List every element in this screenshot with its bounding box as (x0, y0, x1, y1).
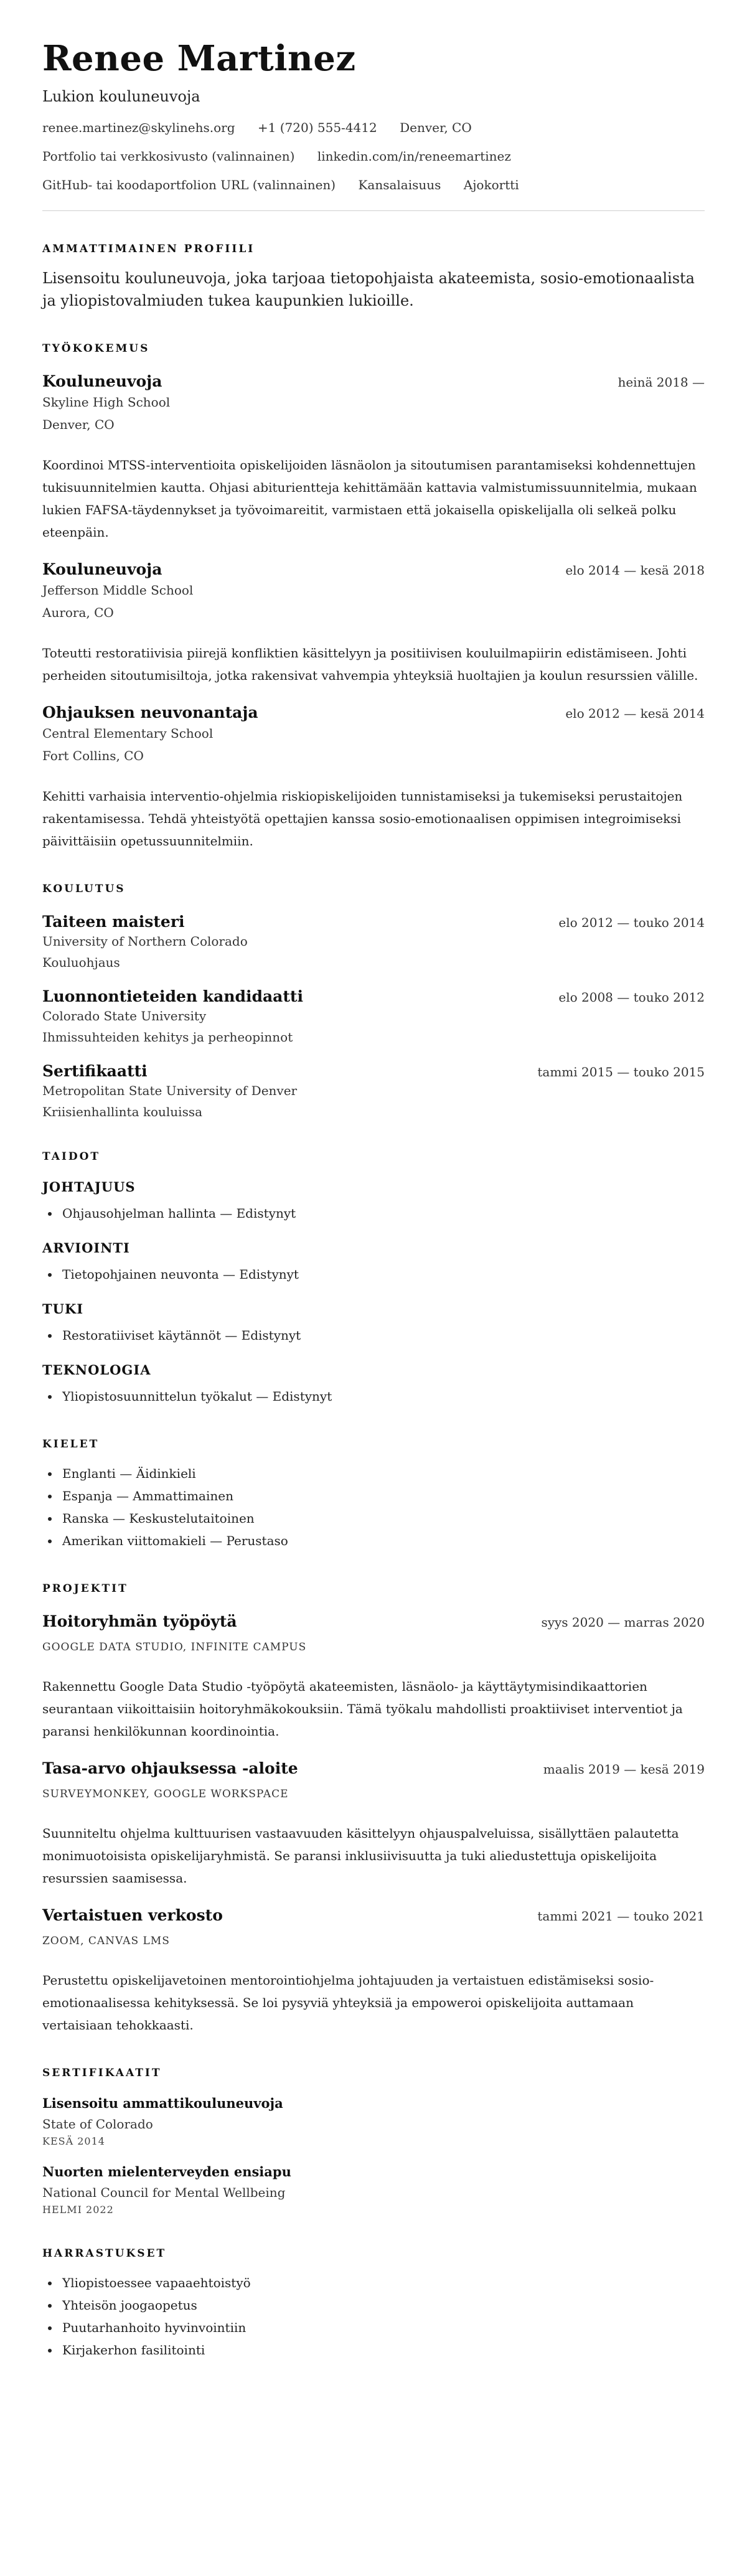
candidate-name: Renee Martinez (42, 38, 356, 79)
job-title: Ohjauksen neuvonantaja (42, 703, 258, 722)
section-certifications (42, 2066, 705, 2217)
project-title: Vertaistuen verkosto (42, 1906, 223, 1924)
project-entry (42, 1906, 705, 2036)
location-text: Denver, CO (400, 120, 472, 135)
degree-title: Sertifikaatti (42, 1062, 148, 1080)
study-field: Kriisienhallinta kouluissa (42, 1104, 203, 1119)
license-text: Ajokortti (463, 177, 519, 192)
experience-entry (42, 372, 705, 543)
study-field: Kouluohjaus (42, 955, 120, 970)
interest-item: • Yliopistoessee vapaaehtoistyö (60, 2272, 705, 2294)
language-item: • Espanja — Ammattimainen (60, 1485, 705, 1507)
project-dates: syys 2020 — marras 2020 (541, 1615, 705, 1630)
portfolio-link[interactable]: Portfolio tai verkkosivusto (valinnainen) (42, 149, 295, 164)
section-projects (42, 1582, 705, 2036)
project-description: Suunniteltu ohjelma kulttuurisen vastaavuuden käsittelyyn ohjauspalveluissa, sisällyttäen palautetta monimuotoisista opiskelijaryhmistä. Se paransi inklusiivisuutta ja tuki aliedustettuja opiskelijoita resurssien saamisessa. (42, 1826, 679, 1886)
skill-item: • Ohjausohjelman hallinta — Edistynyt (60, 1202, 705, 1225)
job-location: Fort Collins, CO (42, 748, 144, 763)
section-skills (42, 1150, 705, 1408)
skill-item: • Yliopistosuunnittelun työkalut — Edistynyt (60, 1385, 705, 1408)
language-item: • Ranska — Keskustelutaitoinen (60, 1507, 705, 1530)
skill-list (42, 1202, 705, 1225)
interest-item: • Kirjakerhon fasilitointi (60, 2339, 705, 2361)
section-title-interests: HARRASTUKSET (42, 2247, 167, 2260)
skill-group-title: TUKI (42, 1301, 84, 1317)
education-entry (42, 987, 705, 1045)
school-name: Metropolitan State University of Denver (42, 1083, 298, 1098)
employer-name: Skyline High School (42, 395, 171, 410)
certification-date: KESÄ 2014 (42, 2135, 105, 2147)
candidate-headline: Lukion kouluneuvoja (42, 88, 200, 105)
interest-item: • Yhteisön joogaopetus (60, 2294, 705, 2316)
project-dates: maalis 2019 — kesä 2019 (543, 1762, 705, 1777)
job-title: Kouluneuvoja (42, 372, 162, 390)
project-description: Rakennettu Google Data Studio -työpöytä akateemisten, läsnäolo- ja käyttäytymisindikaattorien seurantaan viikoittaisiin hoitoryhmäkokouksiin. Tämä työkalu mahdollisti proaktiiviset interventiot ja paransi henkilökunnan koordinointia. (42, 1679, 683, 1739)
study-field: Ihmissuhteiden kehitys ja perheopinnot (42, 1030, 293, 1045)
phone-number[interactable]: +1 (720) 555-4412 (257, 120, 377, 135)
citizenship-text: Kansalaisuus (358, 177, 441, 192)
school-name: Colorado State University (42, 1008, 207, 1023)
project-title: Tasa-arvo ohjauksessa -aloite (42, 1759, 298, 1777)
project-entry (42, 1612, 705, 1742)
job-dates: elo 2014 — kesä 2018 (565, 563, 705, 578)
certification-entry (42, 2095, 705, 2148)
project-entry (42, 1759, 705, 1889)
skill-item: • Restoratiiviset käytännöt — Edistynyt (60, 1324, 705, 1347)
employer-name: Jefferson Middle School (42, 583, 194, 598)
linkedin-link[interactable]: linkedin.com/in/reneemartinez (317, 149, 511, 164)
header-divider (42, 210, 705, 211)
skill-group (42, 1239, 705, 1286)
skill-group-title: TEKNOLOGIA (42, 1362, 151, 1378)
project-description: Perustettu opiskelijavetoinen mentorointiohjelma johtajuuden ja vertaistuen edistämiseksi sosio-emotionaalisessa kehityksessä. Se loi pysyviä yhteyksiä ja empoweroi opiskelijoita auttamaan vertaisiaan tehokkaasti. (42, 1973, 654, 2033)
interest-item: • Puutarhanhoito hyvinvointiin (60, 2316, 705, 2339)
contact-row-extra (42, 177, 705, 193)
skill-list (42, 1385, 705, 1408)
experience-entry (42, 560, 705, 687)
degree-dates: tammi 2015 — touko 2015 (537, 1065, 705, 1079)
degree-dates: elo 2012 — touko 2014 (558, 915, 705, 930)
job-dates: elo 2012 — kesä 2014 (565, 706, 705, 721)
section-title-skills: TAIDOT (42, 1150, 101, 1163)
education-entry (42, 1061, 705, 1120)
school-name: University of Northern Colorado (42, 934, 248, 949)
certification-entry (42, 2163, 705, 2217)
experience-entry (42, 703, 705, 852)
job-location: Denver, CO (42, 417, 115, 432)
project-tech: SURVEYMONKEY, GOOGLE WORKSPACE (42, 1788, 289, 1800)
section-title-profile: AMMATTIMAINEN PROFIILI (42, 243, 255, 255)
language-item: • Amerikan viittomakieli — Perustaso (60, 1530, 705, 1552)
section-title-experience: TYÖKOKEMUS (42, 342, 150, 355)
employer-name: Central Elementary School (42, 726, 214, 741)
job-location: Aurora, CO (42, 605, 114, 620)
skill-group (42, 1178, 705, 1225)
job-description: Kehitti varhaisia interventio-ohjelmia riskiopiskelijoiden tunnistamiseksi ja tukemiseksi perustaitojen rakentamisessa. Tehdä yhteistyötä opettajien kanssa sosio-emotionaalisen oppimisen integroimiseksi päivittäisiin opetussuunnitelmiin. (42, 789, 683, 848)
skill-group (42, 1300, 705, 1347)
degree-title: Taiteen maisteri (42, 913, 185, 931)
email-link[interactable]: renee.martinez@skylinehs.org (42, 120, 235, 135)
certification-name: Nuorten mielenterveyden ensiapu (42, 2164, 291, 2179)
section-education (42, 882, 705, 1120)
skill-group-title: JOHTAJUUS (42, 1179, 136, 1195)
section-title-certifications: SERTIFIKAATIT (42, 2067, 162, 2079)
certification-date: HELMI 2022 (42, 2204, 114, 2216)
contact-row-primary (42, 120, 705, 136)
education-entry (42, 912, 705, 971)
certification-issuer: State of Colorado (42, 2117, 153, 2132)
job-description: Koordinoi MTSS-interventioita opiskelijoiden läsnäolon ja sitoutumisen parantamiseksi kohdennettujen tukisuunnitelmien kautta. Ohjasi abiturientteja kehittämään kattavia valmistumissuunnitelmia, mukaan lukien FAFSA-täydennykset ja työvoimareitit, varmistaen että jokaisella opiskelijalla oli selkeä polku eteenpäin. (42, 458, 697, 540)
contact-row-links (42, 148, 705, 164)
github-link[interactable]: GitHub- tai koodaportfolion URL (valinnainen) (42, 177, 336, 192)
skill-group-title: ARVIOINTI (42, 1240, 130, 1256)
section-experience (42, 342, 705, 852)
project-tech: GOOGLE DATA STUDIO, INFINITE CAMPUS (42, 1641, 307, 1653)
job-dates: heinä 2018 — (618, 375, 705, 390)
job-description: Toteutti restoratiivisia piirejä konfliktien käsittelyyn ja positiivisen kouluilmapiirin edistämiseen. Johti perheiden sitoutumisiltoja, jotka rakensivat vahvempia yhteyksiä huoltajien ja koulun resurssien välille. (42, 646, 698, 683)
language-item: • Englanti — Äidinkieli (60, 1462, 705, 1485)
job-title: Kouluneuvoja (42, 560, 162, 578)
skill-list (42, 1263, 705, 1286)
language-list (42, 1462, 705, 1552)
section-title-languages: KIELET (42, 1438, 100, 1450)
skill-list (42, 1324, 705, 1347)
degree-title: Luonnontieteiden kandidaatti (42, 987, 303, 1005)
section-title-education: KOULUTUS (42, 883, 126, 895)
section-interests (42, 2247, 705, 2361)
project-dates: tammi 2021 — touko 2021 (537, 1909, 705, 1924)
section-title-projects: PROJEKTIT (42, 1582, 128, 1595)
degree-dates: elo 2008 — touko 2012 (558, 990, 705, 1005)
interest-list (42, 2272, 705, 2361)
project-tech: ZOOM, CANVAS LMS (42, 1935, 170, 1947)
certification-name: Lisensoitu ammattikouluneuvoja (42, 2095, 283, 2111)
certification-issuer: National Council for Mental Wellbeing (42, 2185, 286, 2200)
skill-group (42, 1361, 705, 1408)
section-languages (42, 1437, 705, 1552)
skill-item: • Tietopohjainen neuvonta — Edistynyt (60, 1263, 705, 1286)
project-title: Hoitoryhmän työpöytä (42, 1612, 237, 1630)
profile-summary: Lisensoitu kouluneuvoja, joka tarjoaa tietopohjaista akateemista, sosio-emotionaalista ja yliopistovalmiuden tukea kaupunkien lukioille. (42, 270, 695, 309)
